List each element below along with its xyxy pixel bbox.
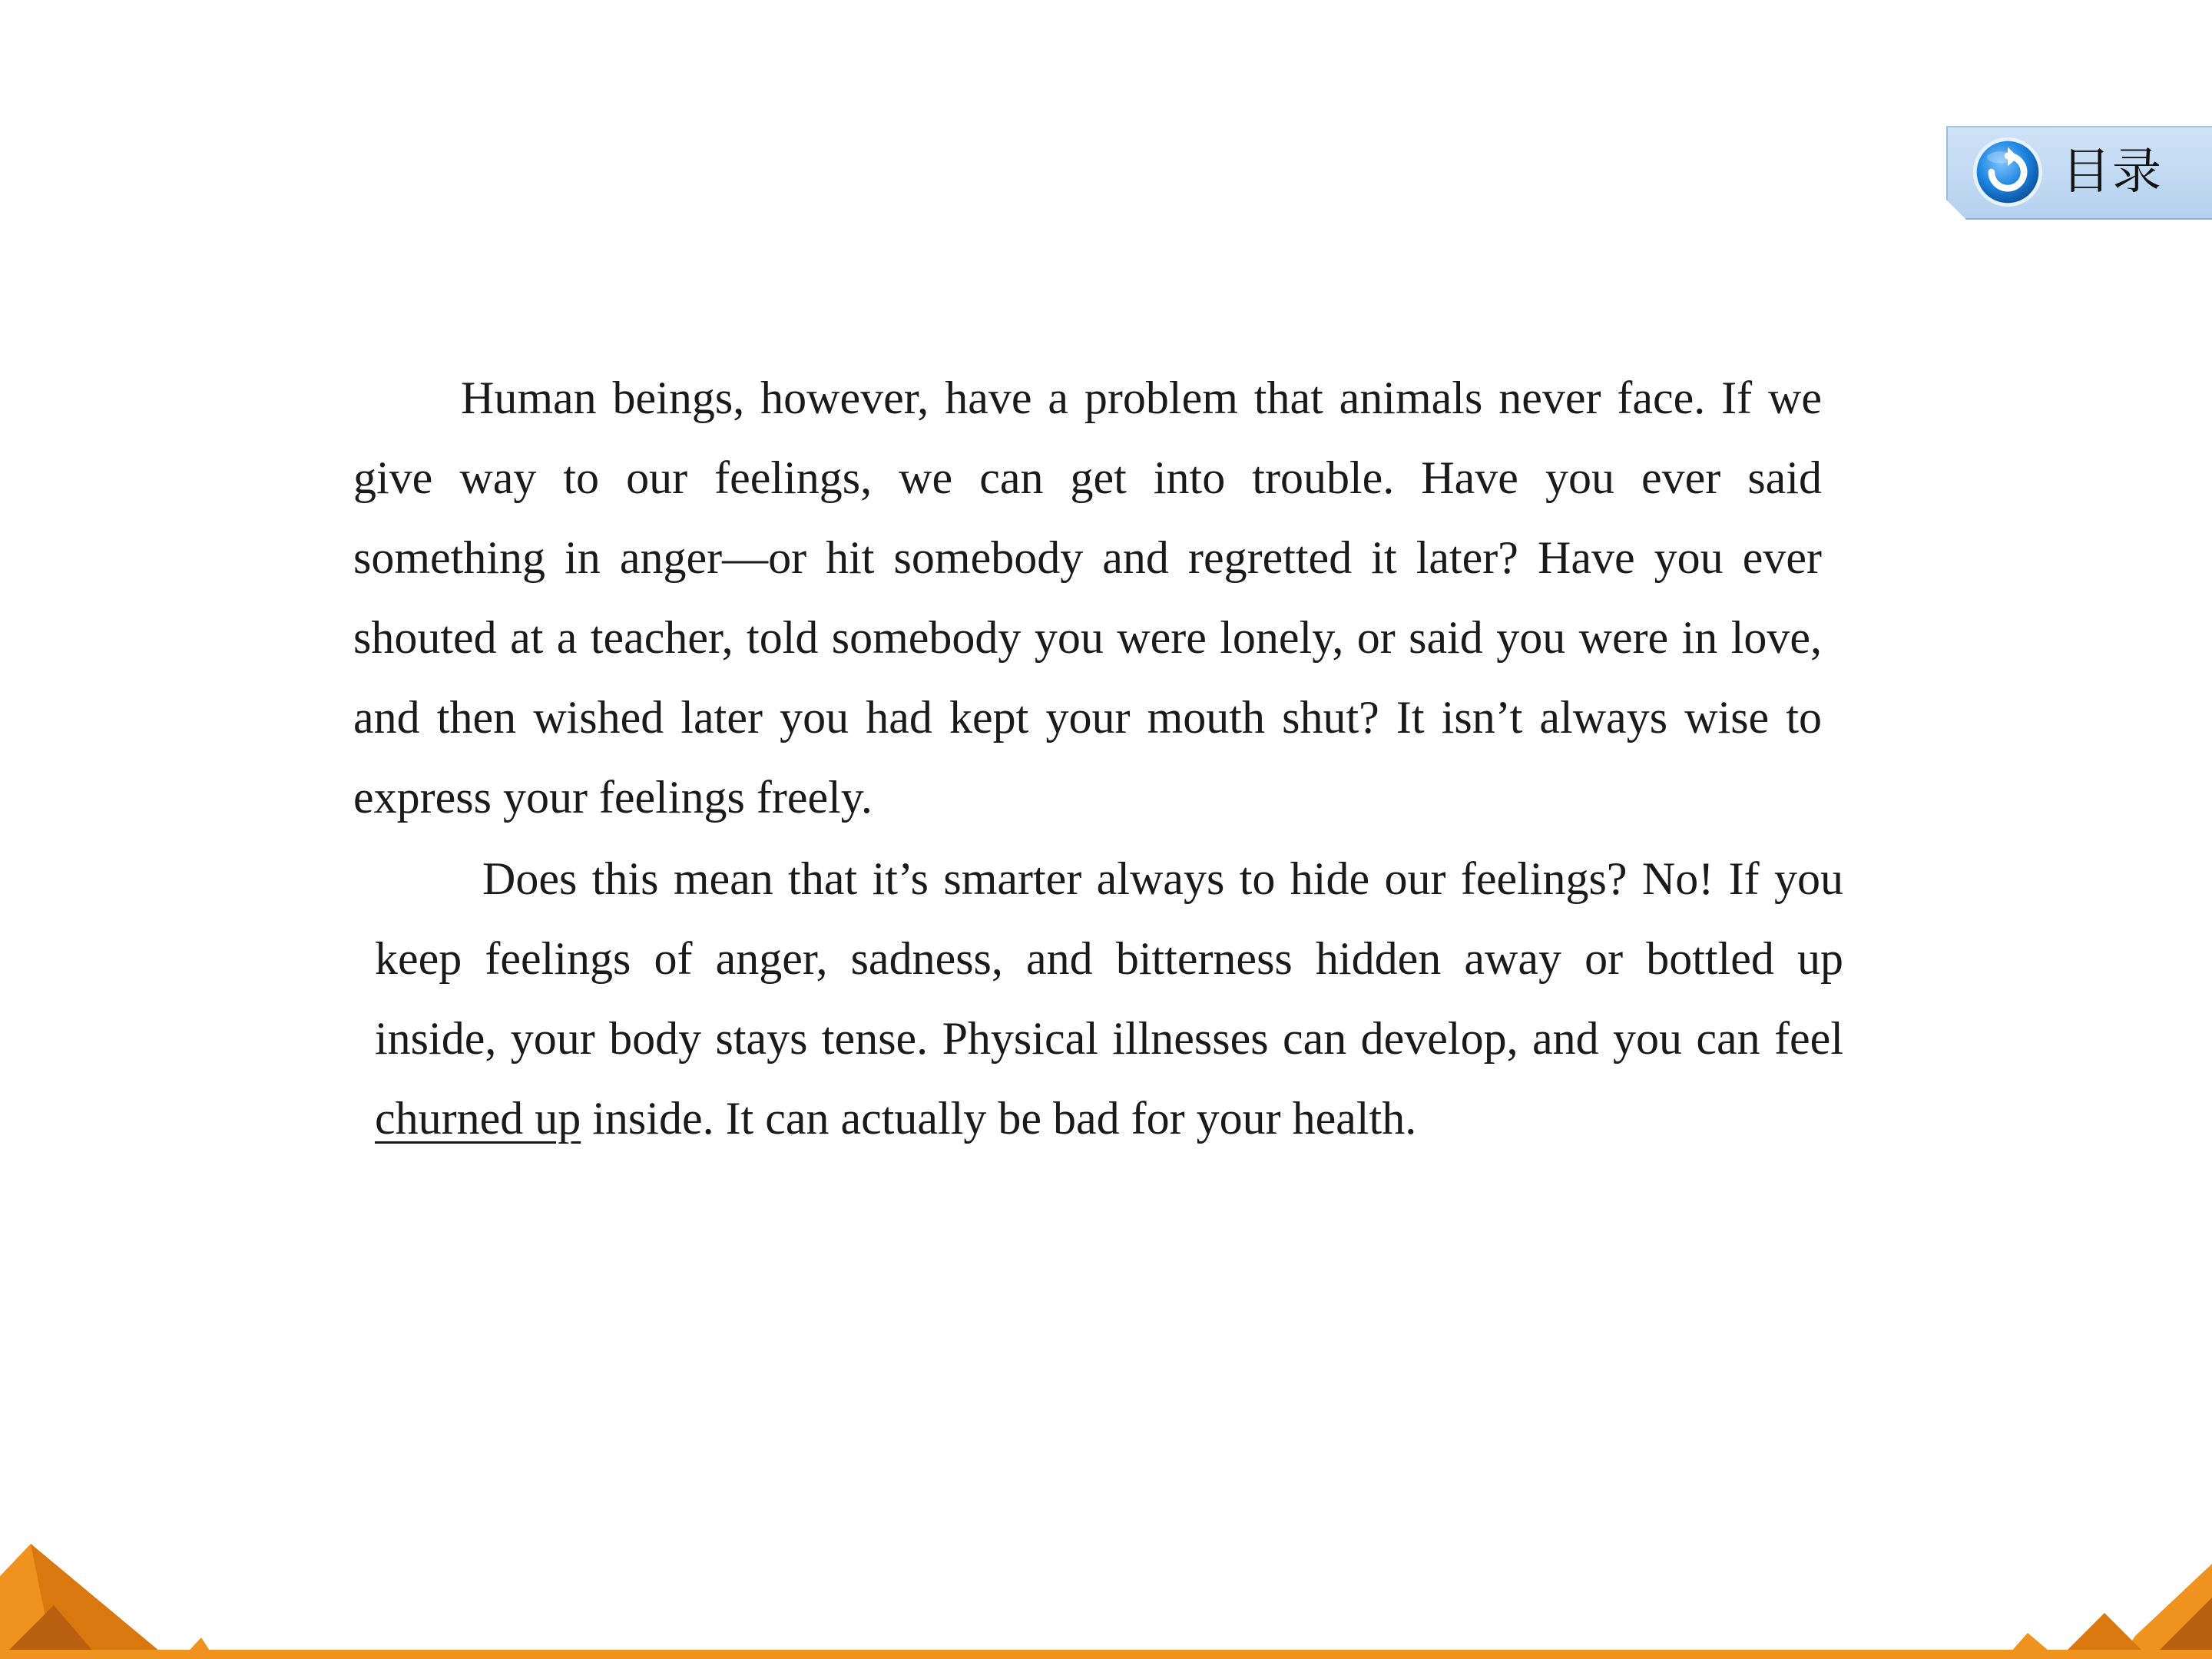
footer-bar: [0, 1650, 2212, 1659]
paragraph-2: [375, 839, 1843, 1158]
footer-decoration: [0, 1521, 2212, 1659]
paragraph-1: [353, 358, 1822, 837]
refresh-circle-icon: [1971, 135, 2045, 209]
paragraph-2-text-before: Does this mean that it’s smarter always to hide our feelings? No! If you keep feelings of anger, sadness, and bitterness hidden away or bottled up inside, your body stays tense. Physical illnesses can develop, and you can feel: [375, 853, 1843, 1064]
paragraph-2-text-after: inside. It can actually be bad for your health.: [581, 1093, 1417, 1144]
toc-button[interactable]: [1946, 126, 2212, 220]
toc-label: 目录: [2061, 144, 2163, 200]
underlined-phrase: churned up: [375, 1093, 581, 1144]
paragraph-1-text: Human beings, however, have a problem that animals never face. If we give way to our feelings, we can get into trouble. Have you ever said something in anger—or hit somebody and regretted it later? Have you ever shouted at a teacher, told somebody you were lonely, or said you were in love, and then wished later you had kept your mouth shut? It isn’t always wise to express your feelings freely.: [353, 373, 1822, 823]
